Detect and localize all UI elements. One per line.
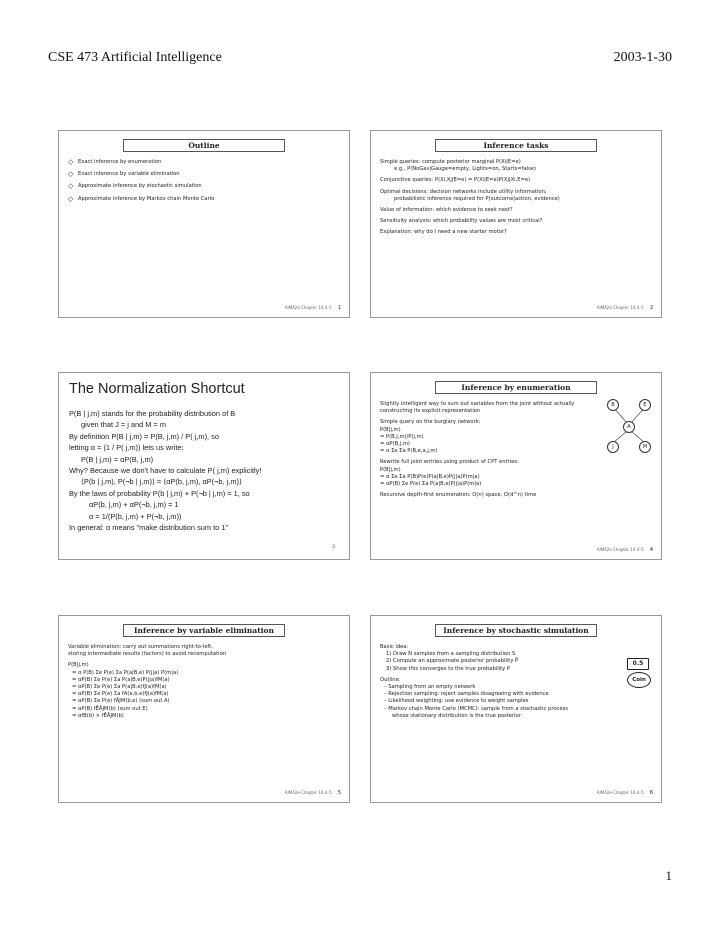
burglary-network-diagram <box>605 397 653 453</box>
text-line: = αP(B) Σe P(e) Σa fA(a,b,e)fJ(a)fM(a) <box>72 691 169 698</box>
text-line: Optimal decisions: decision networks include utility information; <box>380 188 547 195</box>
slide-page-number: 3 <box>332 545 335 550</box>
text-line: Explanation: why do I need a new starter motor? <box>380 229 507 236</box>
text-line: Why? Because we don't have to calculate P( j,m) explicitly! <box>69 466 262 476</box>
text-line: Outline: <box>380 676 401 683</box>
slide-footer: AIMA2e Chapter 14.4–5 4 <box>596 547 653 553</box>
text-line: P(B|j,m) <box>68 662 89 669</box>
text-line: Basic idea: <box>380 644 409 650</box>
text-line: constructing its explicit representation <box>380 408 481 415</box>
node-a: A <box>623 421 635 433</box>
text-line: – Likelihood weighting: use evidence to weight samples <box>384 698 529 705</box>
slide-inference-by-enumeration <box>370 372 662 560</box>
text-line: αP(b, j,m) + αP(¬b, j,m) = 1 <box>89 500 179 510</box>
probability-box: 0.5 <box>627 658 649 670</box>
text-line: e.g., P(NoGas|Gauge=empty, Lights=on, Starts=false) <box>394 166 537 173</box>
coin-icon: Coin <box>627 672 651 688</box>
text-line: Variable elimination: carry out summations right-to-left, <box>68 644 213 650</box>
text-line: P(B | j,m) stands for the probability distribution of B <box>69 409 236 418</box>
text-line: Recursive depth-first enumeration: O(n) space, O(d^n) time <box>380 492 537 499</box>
text-line: = αP(B) Σe P(e) Σa P(a|B,e)P(j|a)P(m|a) <box>380 481 482 488</box>
bullet-item: ◇ Exact inference by enumeration <box>68 158 162 166</box>
slide-title: Inference by stochastic simulation <box>435 624 597 637</box>
slide-title: Outline <box>123 139 285 152</box>
text-line: 1) Draw N samples from a sampling distribution S <box>386 651 516 658</box>
diamond-bullet-icon: ◇ <box>68 158 74 166</box>
text-line: 3) Show this converges to the true probability P <box>386 665 510 672</box>
text-line: = P(B,j,m)/P(j,m) <box>380 433 424 440</box>
text-line: letting α = (1 / P( j,m)) lets us write: <box>69 443 184 453</box>
bullet-item: ◇ Approximate inference by stochastic simulation <box>68 182 202 191</box>
text-line: = αP(B) Σe P(e) fĀJM(b,e) (sum out A) <box>72 698 170 705</box>
text-line: whose stationary distribution is the true posterior <box>392 712 521 719</box>
text-line: By the laws of probability P(b | j,m) + P(¬b | j,m) = 1, so <box>69 488 250 498</box>
text-line: Simple query on the burglary network: <box>380 419 481 426</box>
diamond-bullet-icon: ◇ <box>68 170 74 179</box>
text-line: In general: α means "make distribution sum to 1" <box>69 523 229 533</box>
text-line: P(B|j,m) <box>380 426 401 433</box>
text-line: – Markov chain Monte Carlo (MCMC): sample from a stochastic process <box>384 705 568 712</box>
text-line: Simple queries: compute posterior marginal P(Xi|E=e) <box>380 159 521 165</box>
document-header-date: 2003-1-30 <box>613 50 672 65</box>
text-line: = αP(B) Σe P(e) Σa P(a|B,e)P(j|a)fM(a) <box>72 676 170 683</box>
slide-title: Inference tasks <box>435 139 597 152</box>
slide-outline <box>58 130 350 318</box>
slide-footer: AIMA2e Chapter 14.4–5 6 <box>596 790 653 796</box>
node-j: J <box>607 441 619 453</box>
text-line: = α P(B) Σe P(e) Σa P(a|B,e) P(j|a) P(m|a) <box>72 669 179 676</box>
text-line: Rewrite full joint entries using product of CPT entries: <box>380 459 519 466</box>
document-header-title: CSE 473 Artificial Intelligence <box>48 50 222 65</box>
diamond-bullet-icon: ◇ <box>68 182 74 191</box>
node-e: E <box>639 399 651 411</box>
text-line: = α Σe Σa P(B,e,a,j,m) <box>380 448 438 455</box>
text-line: ⟨P(b | j,m), P(¬b | j,m)⟩ = ⟨αP(b, j,m), αP(¬b, j,m)⟩ <box>81 477 242 487</box>
text-line: = αP(B) Σe P(e) Σa P(a|B,e)fJ(a)fM(a) <box>72 684 167 691</box>
slide-title: Inference by variable elimination <box>123 624 285 637</box>
slide-normalization-shortcut <box>58 372 350 560</box>
slide-title: The Normalization Shortcut <box>69 381 245 397</box>
text-line: = αP(B) fĒĀJM(b) (sum out E) <box>72 705 148 712</box>
bullet-item: ◇ Approximate inference by Markov chain Monte Carlo <box>68 194 215 203</box>
diamond-bullet-icon: ◇ <box>68 194 74 203</box>
text-line: Value of information: which evidence to seek next? <box>380 207 513 214</box>
text-line: Sensitivity analysis: which probability values are most critical? <box>380 218 543 225</box>
text-line: α = 1/(P(b, j,m) + P(¬b, j,m)) <box>89 511 182 521</box>
text-line: P(B|j,m) <box>380 466 401 473</box>
slide-inference-tasks <box>370 130 662 318</box>
text-line: – Sampling from an empty network <box>384 684 476 691</box>
text-line: storing intermediate results (factors) to avoid recomputation <box>68 651 227 658</box>
text-line: probabilistic inference required for P(outcome|action, evidence) <box>394 195 560 202</box>
slide-footer: AIMA2e Chapter 14.4–5 1 <box>284 305 341 311</box>
text-line: given that J = j and M = m <box>81 420 167 430</box>
text-line: = α Σe Σa P(B)P(e)P(a|B,e)P(j|a)P(m|a) <box>380 473 480 480</box>
text-line: – Rejection sampling: reject samples disagreeing with evidence <box>384 691 549 698</box>
text-line: By definition P(B | j,m) = P(B, j,m) / P( j,m), so <box>69 431 219 441</box>
text-line: = αfB(b) × fĒĀJM(b) <box>72 712 124 719</box>
node-m: M <box>639 441 651 453</box>
page-number: 1 <box>665 868 672 883</box>
text-line: Slightly intelligent way to sum out variables from the joint without actually <box>380 401 575 407</box>
slide-variable-elimination <box>58 615 350 803</box>
text-line: 2) Compute an approximate posterior probability P̂ <box>386 658 519 665</box>
slide-title: Inference by enumeration <box>435 381 597 394</box>
slide-stochastic-simulation <box>370 615 662 803</box>
bullet-item: ◇ Exact inference by variable elimination <box>68 170 180 179</box>
text-line: Conjunctive queries: P(Xi,Xj|E=e) = P(Xi|E=e)P(Xj|Xi,E=e) <box>380 177 531 184</box>
node-b: B <box>607 399 619 411</box>
text-line: = αP(B,j,m) <box>380 441 410 448</box>
text-line: P(B | j,m) = αP(B, j,m) <box>81 454 154 464</box>
slide-footer: AIMA2e Chapter 14.4–5 2 <box>596 305 653 311</box>
slide-footer: AIMA2e Chapter 14.4–5 5 <box>284 790 341 796</box>
